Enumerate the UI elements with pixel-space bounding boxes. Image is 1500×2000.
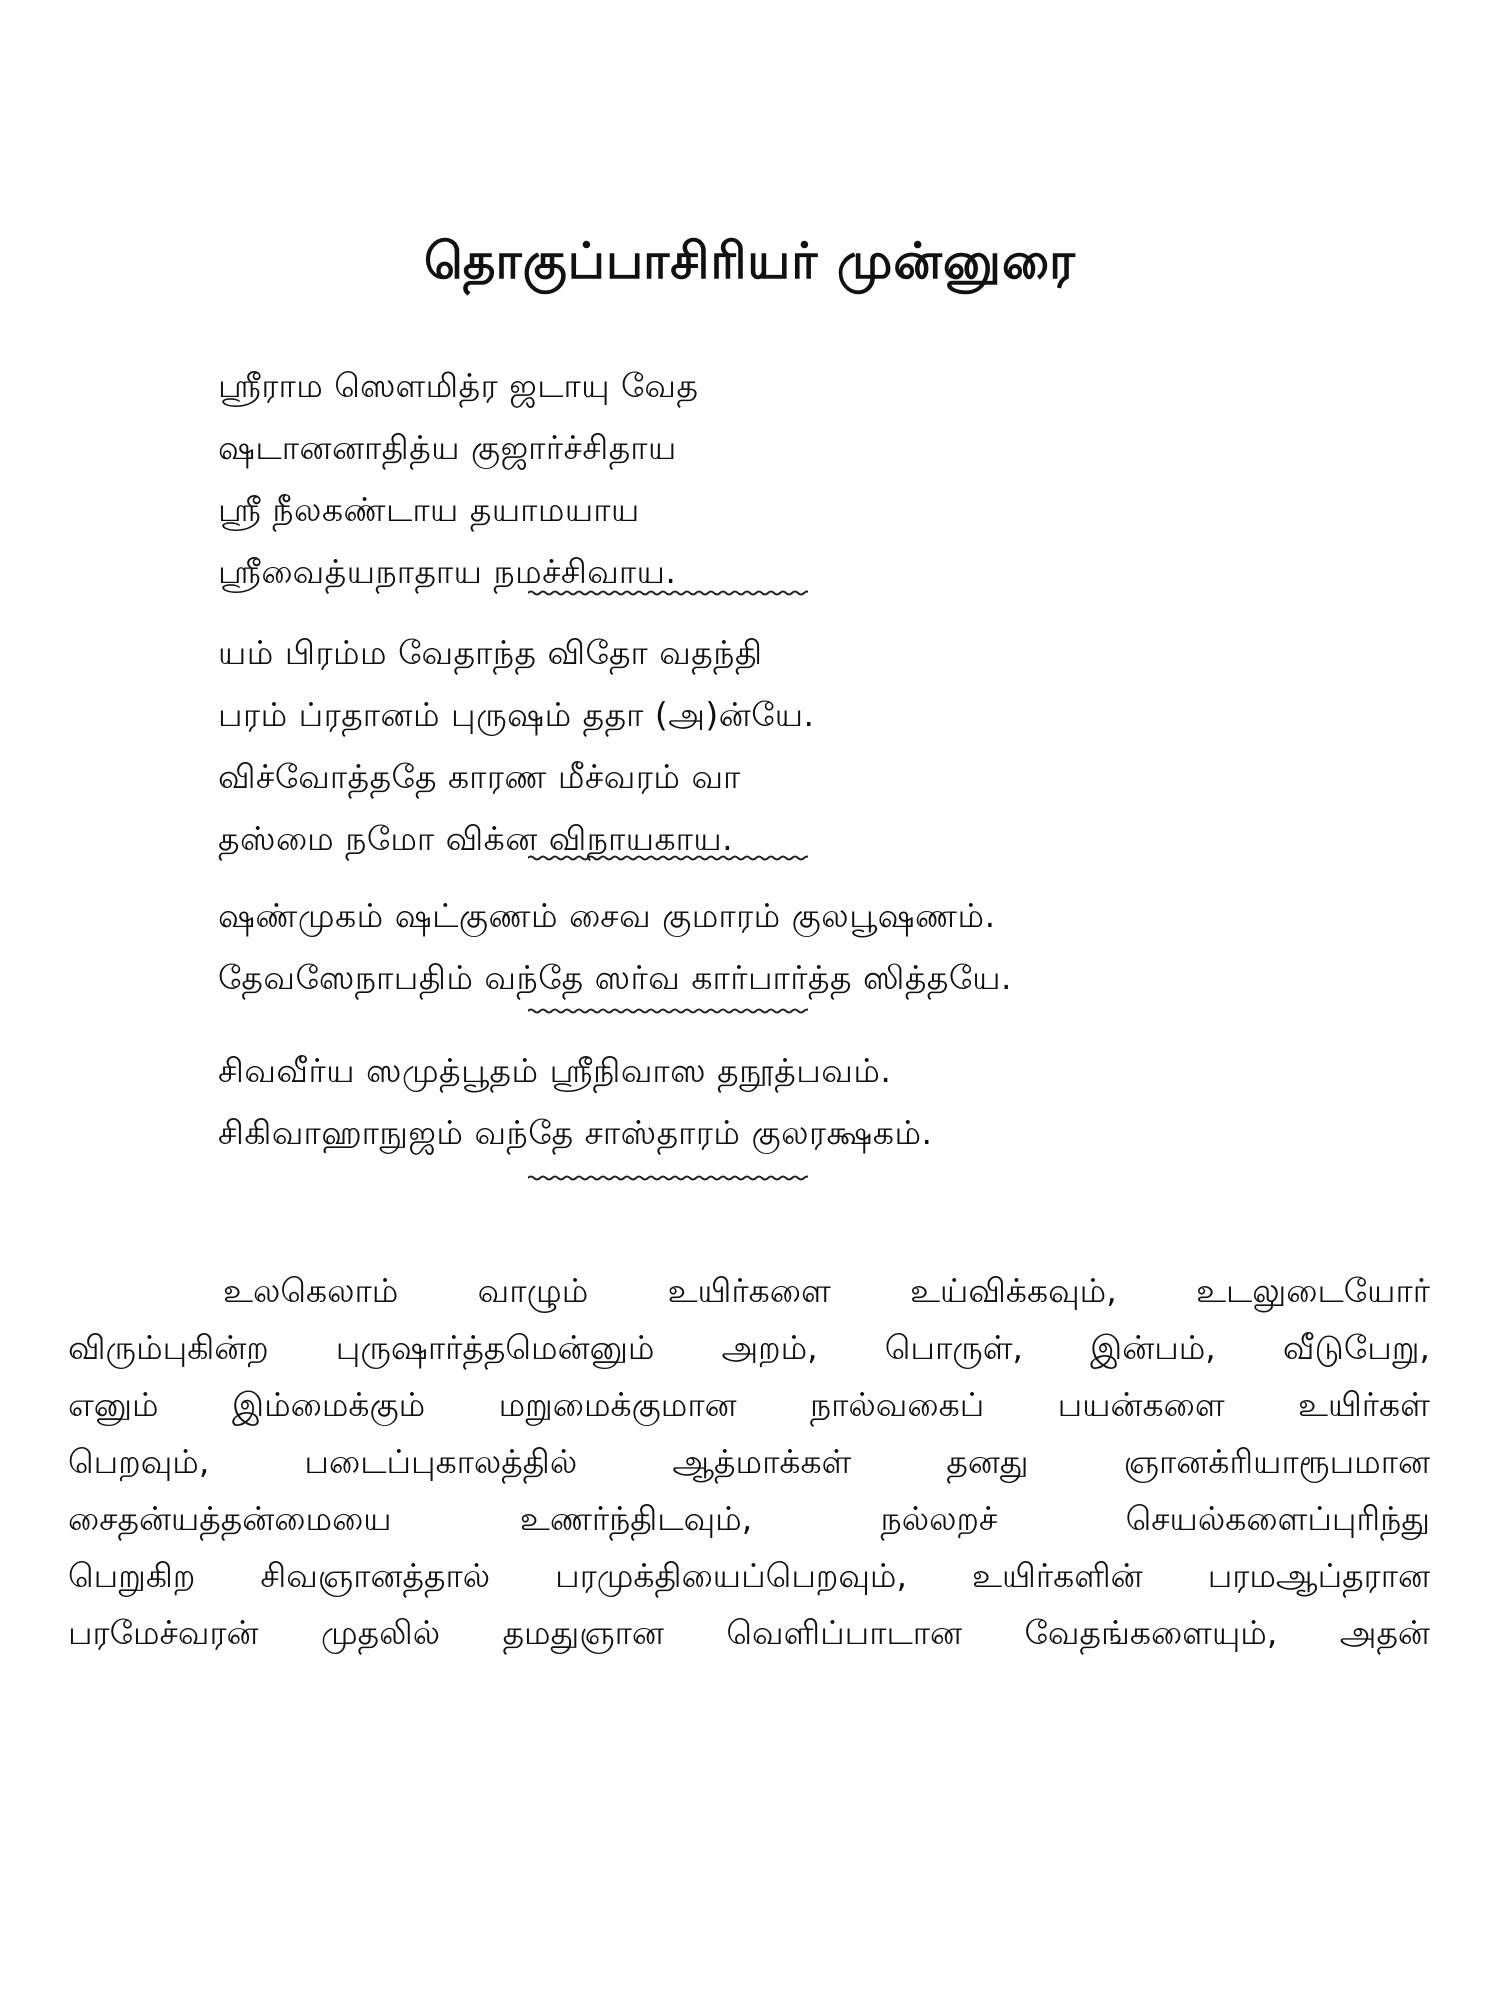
page-title: தொகுப்பாசிரியர் முன்னுரை: [424, 232, 1076, 290]
paragraph-word: முதலில்: [320, 1613, 441, 1652]
paragraph-word: ஞானக்ரியாரூபமான: [1123, 1442, 1430, 1481]
paragraph-word: உணர்ந்திடவும்,: [519, 1499, 753, 1538]
verse-line: ஸ்ரீ நீலகண்டாய தயாமயாய: [218, 490, 640, 529]
paragraph-word: அதன்: [1339, 1613, 1430, 1652]
intro-paragraph: [68, 1262, 1430, 1661]
paragraph-word: வெளிப்பாடான: [726, 1613, 962, 1652]
paragraph-word: நால்வகைப்: [809, 1385, 985, 1424]
verse-line: ஷண்முகம் ஷட்குணம் சைவ குமாரம் குலபூஷணம்.: [218, 896, 996, 935]
paragraph-line: [68, 1319, 1430, 1376]
paragraph-word: பரமுக்தியைப்பெறவும்,: [555, 1556, 907, 1595]
paragraph-word: பெறுகிற: [68, 1556, 196, 1595]
paragraph-word: உயிர்களை: [667, 1271, 831, 1310]
paragraph-line: [68, 1433, 1430, 1490]
wavy-divider: [528, 586, 808, 600]
paragraph-word: பரமஆப்தரான: [1207, 1556, 1430, 1595]
paragraph-word: இம்மைக்கும்: [231, 1385, 426, 1424]
paragraph-line: [68, 1490, 1430, 1547]
paragraph-word: வாழும்: [477, 1271, 589, 1310]
verse-line: யம் பிரம்ம வேதாந்த விதோ வதந்தி: [218, 633, 763, 672]
verse-line: தேவஸேநாபதிம் வந்தே ஸர்வ கார்பார்த்த ஸித்தயே.: [218, 958, 1013, 997]
paragraph-word: பொருள்,: [884, 1328, 1024, 1367]
verse-line: விச்வோத்ததே காரண மீச்வரம் வா: [218, 757, 741, 796]
paragraph-word: உலகெலாம்: [223, 1271, 399, 1310]
paragraph-word: தனது: [946, 1442, 1029, 1481]
paragraph-word: தமதுஞான: [502, 1613, 664, 1652]
paragraph-line: [68, 1547, 1430, 1604]
paragraph-word: ஆத்மாக்கள்: [672, 1442, 852, 1481]
paragraph-word: மறுமைக்குமான: [498, 1385, 737, 1424]
paragraph-word: பெறவும்,: [68, 1442, 210, 1481]
verse-block: [218, 622, 1318, 870]
verse-line: சிவவீர்ய ஸமுத்பூதம் ஸ்ரீநிவாஸ தநூத்பவம்.: [218, 1051, 892, 1090]
paragraph-line: [68, 1262, 1430, 1319]
wavy-divider: [528, 1004, 808, 1018]
verse-line: பரம் ப்ரதானம் புருஷம் ததா (அ)ன்யே.: [218, 695, 815, 734]
paragraph-word: வேதங்களையும்,: [1024, 1613, 1278, 1652]
verse-block: [218, 885, 1318, 1009]
paragraph-word: பரமேச்வரன்: [68, 1613, 259, 1652]
verse-line: ஸ்ரீவைத்யநாதாய நமச்சிவாய.: [218, 552, 677, 591]
verse-line: ஷடானனாதித்ய குஜார்ச்சிதாய: [218, 428, 677, 467]
paragraph-word: விரும்புகின்ற: [68, 1328, 269, 1367]
paragraph-word: படைப்புகாலத்தில்: [304, 1442, 578, 1481]
verse-line: சிகிவாஹாநுஜம் வந்தே சாஸ்தாரம் குலரக்ஷகம்.: [218, 1113, 933, 1152]
paragraph-word: உயிர்கள்: [1298, 1385, 1430, 1424]
paragraph-line: [68, 1604, 1430, 1661]
paragraph-word: பயன்களை: [1057, 1385, 1225, 1424]
paragraph-word: சிவஞானத்தால்: [260, 1556, 491, 1595]
paragraph-word: எனும்: [68, 1385, 159, 1424]
paragraph-line: [68, 1376, 1430, 1433]
paragraph-word: செயல்களைப்புரிந்து: [1125, 1499, 1430, 1538]
paragraph-word: உயிர்களின்: [972, 1556, 1143, 1595]
wavy-divider: [528, 851, 808, 865]
paragraph-word: அறம்,: [721, 1328, 818, 1367]
verse-block: [218, 355, 1318, 603]
verse-line: தஸ்மை நமோ விக்ன விநாயகாய.: [218, 819, 734, 858]
paragraph-word: நல்லறச்: [880, 1499, 998, 1538]
paragraph-word: இன்பம்,: [1090, 1328, 1216, 1367]
paragraph-word: உய்விக்கவும்,: [910, 1271, 1117, 1310]
paragraph-word: சைதன்யத்தன்மையை: [68, 1499, 392, 1538]
verse-block: [218, 1040, 1318, 1164]
verse-line: ஸ்ரீராம ஸௌமித்ர ஜடாயு வேத: [218, 366, 699, 405]
paragraph-word: உடலுடையோர்: [1196, 1271, 1430, 1310]
wavy-divider: [528, 1171, 808, 1185]
paragraph-word: புருஷார்த்தமென்னும்: [335, 1328, 655, 1367]
paragraph-word: வீடுபேறு,: [1282, 1328, 1430, 1367]
